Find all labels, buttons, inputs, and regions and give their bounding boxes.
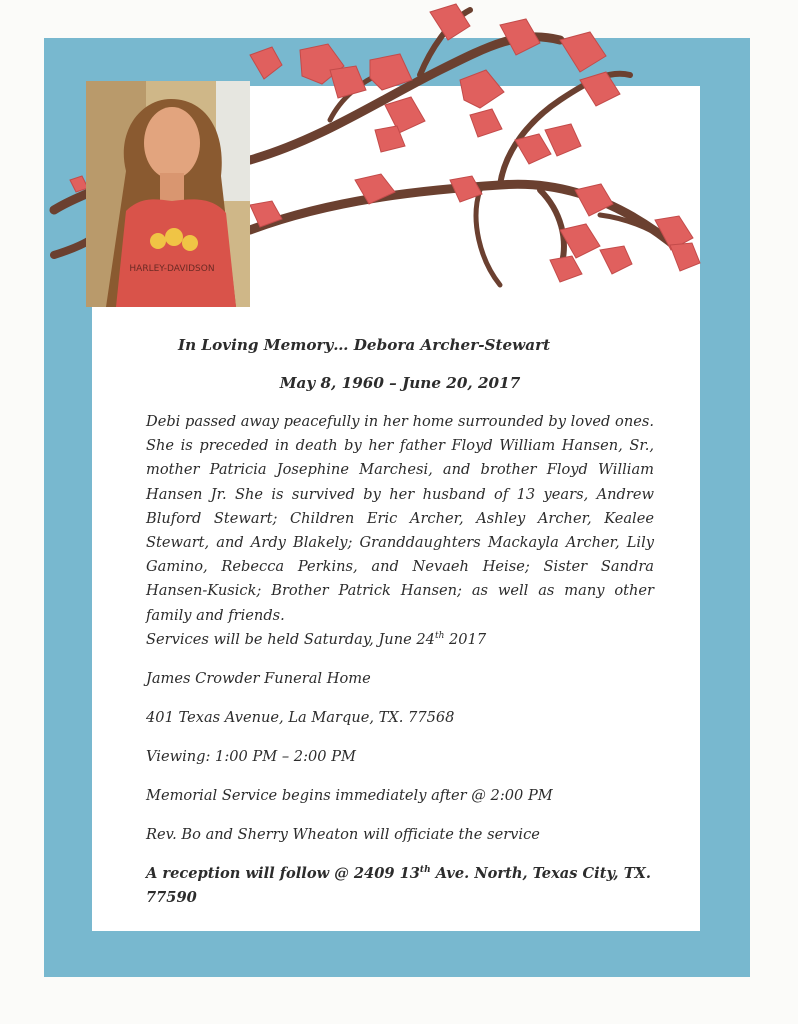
memorial-title: In Loving Memory… Debora Archer-Stewart [178, 336, 551, 354]
portrait-photo [86, 81, 250, 307]
memorial-text [146, 336, 654, 906]
viewing-time: Viewing: 1:00 PM – 2:00 PM [146, 747, 356, 765]
reception-info [146, 862, 654, 906]
funeral-home-address: 401 Texas Avenue, La Marque, TX. 77568 [146, 708, 455, 726]
funeral-home: James Crowder Funeral Home [146, 669, 371, 687]
obituary-paragraph: Debi passed away peacefully in her home surrounded by loved ones. She is preceded in death by her father Floyd William Hansen, Sr., mother Patricia Josephine Marchesi, and brother Floyd William Hansen Jr. She is survived by her husband of 13 years, Andrew Bluford Stewart; Children Eric Archer, Ashley Archer, Kealee Stewart, and Ardy Blakely; Granddaughters Mackayla Archer, Lily Gamino, Rebecca Perkins, and Nevaeh Heise; Sister Sandra Hansen-Kusick; Brother Patrick Hansen; as well as many other family and friends. [146, 413, 654, 624]
services-date-year: 2017 [444, 630, 487, 648]
services-date [146, 628, 654, 667]
reception-sup: th [419, 864, 431, 875]
life-dates: May 8, 1960 – June 20, 2017 [279, 374, 521, 392]
reception-address: Ave. North, Texas City, TX. 77590 [146, 864, 651, 906]
portrait-illustration [86, 81, 250, 307]
reception-text: A reception will follow @ 2409 13 [146, 864, 420, 882]
memorial-service-time: Memorial Service begins immediately after @ 2:00 PM [146, 786, 553, 804]
shirt-logo-text: HARLEY-DAVIDSON [129, 264, 215, 274]
officiants: Rev. Bo and Sherry Wheaton will officiate the service [146, 825, 540, 843]
services-date-sup: th [434, 630, 445, 641]
services-date-text: Services will be held Saturday, June 24 [146, 630, 435, 648]
